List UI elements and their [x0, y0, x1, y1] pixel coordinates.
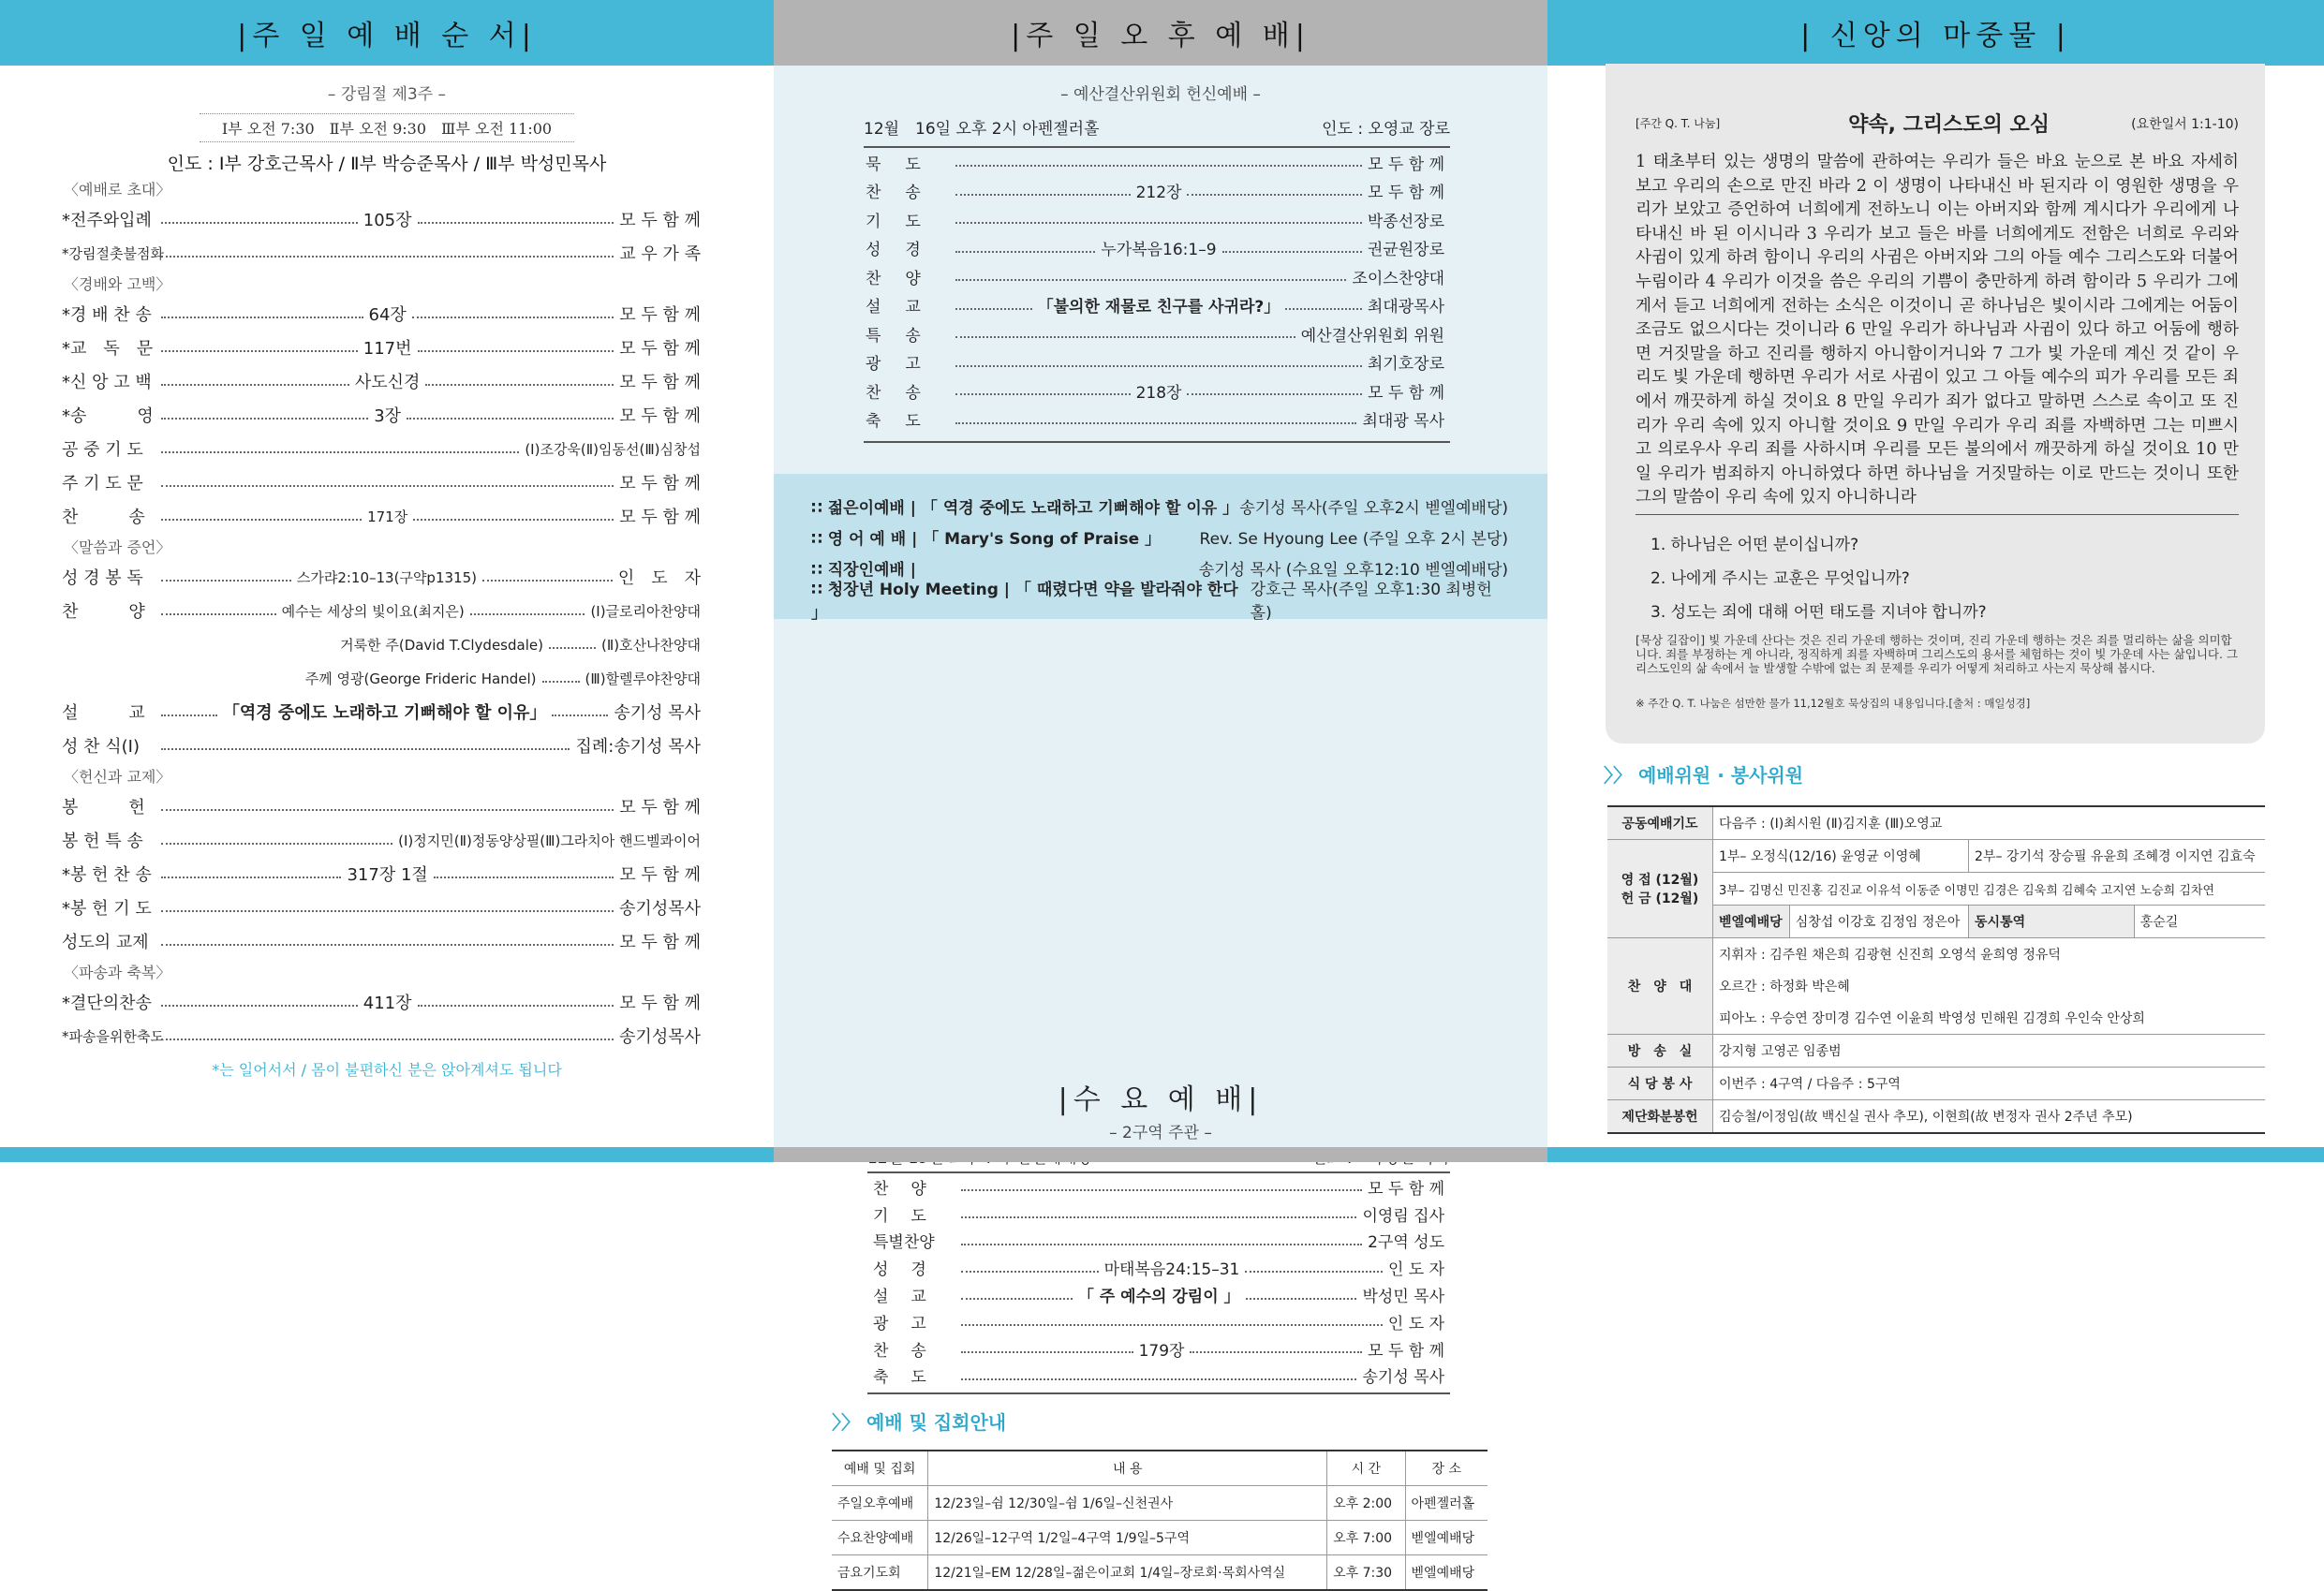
guide-column-header: 내 용 [928, 1451, 1327, 1486]
order-person: 송기성목사 [619, 899, 701, 919]
question-item: 1. 하나님은 어떤 분이십니까? [1650, 535, 1859, 554]
order-detail: 예수는 세상의 빛이요(최지은) [281, 602, 465, 620]
vol-cell: 다음주 : (Ⅰ)최시원 (Ⅱ)김지훈 (Ⅲ)오영교 [1713, 806, 2266, 840]
service-info-row [811, 580, 1508, 623]
order-row [62, 432, 701, 465]
order-person: 모 두 함 께 [619, 508, 701, 527]
order-row [873, 1363, 1444, 1390]
guide-cell: 벧엘예배당 [1405, 1555, 1488, 1591]
faith-title: | 신앙의 마중물 | [1547, 0, 2324, 66]
order-label: 찬송 [866, 184, 945, 203]
order-label: 찬 송 [62, 508, 145, 527]
vol-cell: 1부– 오정식(12/16) 윤영균 이영혜 [1713, 840, 1969, 873]
order-detail: 「 주 예수의 강림이 」 [1077, 1288, 1240, 1307]
other-services-band [774, 474, 1547, 623]
order-row [873, 1228, 1444, 1255]
vol-cell: 3부– 김명신 민진홍 김진교 이유석 이동준 이명민 김경은 김욱희 김혜숙 고지연 노승희 김차연 [1713, 873, 2266, 906]
service-detail: 강호근 목사(주일 오후1:30 최병헌홀) [1250, 580, 1492, 623]
order-row [62, 891, 701, 924]
vol-cell: 오르간 : 하정화 박은혜 [1713, 970, 2266, 1002]
vol-header: 식 당 봉 사 [1607, 1068, 1713, 1100]
order-row [62, 331, 701, 364]
service-name: ∷ 청장년 Holy Meeting | 「 때렸다면 약을 발라줘야 한다 」 [811, 580, 1238, 623]
order-person: 예산결산위원회 위원 [1300, 326, 1444, 346]
footer-bar [1547, 1147, 2324, 1162]
order-row [62, 499, 701, 533]
order-person: 모 두 함 께 [619, 474, 701, 494]
order-row [866, 177, 1444, 206]
order-row [62, 857, 701, 891]
order-label: 성경 [866, 241, 945, 260]
order-row [873, 1173, 1444, 1201]
order-person: 모 두 함 께 [1368, 155, 1444, 174]
order-person: 모 두 함 께 [619, 994, 701, 1013]
order-label: 특별찬양 [873, 1233, 935, 1253]
order-person: 모 두 함 께 [619, 305, 702, 325]
order-row [866, 148, 1444, 177]
order-person: 모 두 함 께 [619, 798, 701, 818]
order-detail: 171장 [367, 508, 408, 525]
guide-cell: 오후 2:00 [1327, 1486, 1405, 1521]
order-label: 성 경 봉 독 [62, 568, 143, 588]
order-person: 최기호장로 [1367, 355, 1444, 375]
order-person: 조이스찬양대 [1352, 269, 1444, 288]
order-row [62, 661, 701, 695]
order-person: (Ⅰ)글로리아찬양대 [590, 602, 701, 620]
qt-reference: (요한일서 1:1-10) [2131, 116, 2239, 132]
order-person: 인 도 자 [1387, 1260, 1445, 1280]
afternoon-service-column [774, 0, 1547, 1582]
order-person: (Ⅱ)호산나찬양대 [600, 636, 701, 654]
order-label: 주 기 도 문 [62, 474, 143, 494]
wednesday-title: |수 요 예 배| [1058, 1083, 1264, 1116]
standing-note: *는 일어서서 / 몸이 불편하신 분은 앉아계셔도 됩니다 [212, 1061, 562, 1079]
order-row [62, 364, 701, 398]
order-person: 모 두 함 께 [619, 211, 701, 230]
vol-cell: 지휘자 : 김주원 채은희 김광현 신진희 오영석 윤희영 정유덕 [1713, 938, 2266, 971]
section-heading: 〈파송과 축복〉 [64, 964, 171, 981]
order-detail: 105장 [363, 211, 412, 230]
order-detail: 179장 [1138, 1341, 1185, 1361]
order-row [62, 202, 701, 236]
order-detail: 「불의한 재물로 친구를 사귀라?」 [1037, 298, 1280, 317]
order-person: (Ⅰ)조강욱(Ⅱ)임동선(Ⅲ)심창섭 [525, 440, 701, 458]
order-row [62, 729, 701, 762]
section-heading: 〈헌신과 교제〉 [64, 768, 171, 786]
order-label: *전주와입례 [62, 211, 152, 230]
order-label: 성경 [873, 1260, 949, 1280]
volunteer-table [1607, 805, 2265, 1134]
vol-subheader: 동시통역 [1969, 906, 2135, 938]
question-list [1650, 528, 2265, 629]
order-detail: 스가랴2:10–13(구약p1315) [296, 568, 477, 586]
vol-cell: 김승철/이정임(故 백신실 권사 추모), 이현희(故 변정자 권사 2주년 추모) [1713, 1100, 2266, 1134]
vol-header: 찬 양 대 [1607, 938, 1713, 1035]
guide-column-header: 예배 및 집회 [832, 1451, 928, 1486]
question-item: 2. 나에게 주시는 교훈은 무엇입니까? [1650, 568, 1910, 588]
order-detail: 3장 [374, 406, 402, 426]
table-row [832, 1486, 1488, 1521]
order-row [62, 560, 701, 594]
vol-header: 공동예배기도 [1607, 806, 1713, 840]
order-label: 특송 [866, 326, 945, 346]
order-person: 박성민 목사 [1362, 1288, 1444, 1307]
vol-cell: 이번주 : 4구역 / 다음주 : 5구역 [1713, 1068, 2266, 1100]
order-person: 모 두 함 께 [1368, 383, 1444, 403]
guide-cell: 12/21일–EM 12/28일–젊은이교회 1/4일–장로회·목회사역실 [928, 1555, 1327, 1591]
order-label: 찬양 [866, 269, 945, 288]
order-label: 봉 헌 [62, 798, 145, 818]
scripture-text: 1 태초부터 있는 생명의 말씀에 관하여는 우리가 들은 바요 눈으로 본 바요 자세히 보고 우리의 손으로 만진 바라 2 이 생명이 나타내신 바 된지라 이 영원한 생명을 우리가 보았고 증언하여 너희에게 전하노니 이는 아버지와 함께 계시다가 우리에게 나타내신 바 된 이시니라 3 우리가 보고 들은 바를 너희에게도 전함은 너희로 우리와 사귐이 있게 하려 함이니 우리의 사귐은 아버지와 그의 아들 예수 그리스도와 더불어 누림이라 4 우리가 이것을 씀은 우리의 기쁨이 충만하게 하려 함이라 5 우리가 그에게서 듣고 너희에게 전하는 소식은 이것이니 곧 하나님은 빛이시라 그에게는 어둠이 조금도 없으시다는 것이니라 6 만일 우리가 하나님과 사귐이 있다 하고 어둠에 행하면 거짓말을 하고 진리를 행하지 아니함이거니와 7 그가 빛 가운데 계신 것 같이 우리도 빛 가운데 행하면 우리가 서로 사귐이 있고 그 아들 예수의 피가 우리를 모든 죄에서 깨끗하게 하실 것이요 8 만일 우리가 죄가 없다고 말하면 스스로 속이고 또 진리가 우리 속에 있지 아니할 것이요 9 만일 우리가 우리 죄를 자백하면 그는 미쁘시고 의로우사 우리 죄를 사하시며 우리를 모든 불의에서 깨끗하게 하실 것이요 10 만일 우리가 범죄하지 아니하였다 하면 하나님을 거짓말하는 이로 만드는 것이니 또한 그의 말씀이 우리 속에 있지 아니하니라 [1636, 151, 2239, 515]
vol-cell: 홍순길 [2134, 906, 2265, 938]
order-person: 집례:송기성 목사 [575, 737, 701, 757]
guide-column-header: 장 소 [1405, 1451, 1488, 1486]
order-label: *교 독 문 [62, 339, 154, 359]
order-label: 찬송 [866, 383, 945, 403]
section-heading: 〈경배와 고백〉 [64, 275, 171, 293]
order-label: 공 중 기 도 [62, 440, 143, 460]
guide-cell: 주일오후예배 [832, 1486, 928, 1521]
order-row [866, 262, 1444, 291]
vol-subheader: 벧엘예배당 [1713, 906, 1790, 938]
order-label: 묵도 [866, 155, 945, 174]
sunday-order-title: |주 일 예 배 순 서| [0, 0, 774, 66]
afternoon-order-list [774, 148, 1547, 434]
order-label: 기도 [873, 1206, 949, 1226]
service-leaders: 인도 : Ⅰ부 강호근목사 / Ⅱ부 박승준목사 / Ⅲ부 박성민목사 [167, 154, 607, 174]
order-person: 송기성 목사 [614, 703, 701, 723]
order-label: 찬 양 [62, 602, 145, 622]
order-person: 이영림 집사 [1362, 1206, 1444, 1226]
order-row [62, 236, 701, 270]
qt-title: 약속, 그리스도의 오심 [1848, 113, 2050, 137]
guide-cell: 12/23일–쉼 12/30일–쉼 1/6일–신천권사 [928, 1486, 1327, 1521]
afternoon-subtitle: – 예산결산위원회 헌신예배 – [1060, 85, 1261, 104]
wednesday-subtitle: – 2구역 주관 – [1109, 1124, 1212, 1142]
order-label: *신 앙 고 백 [62, 373, 152, 392]
order-row [62, 789, 701, 823]
order-row [866, 376, 1444, 405]
order-row [62, 924, 701, 958]
order-label: 성 찬 식(Ⅰ) [62, 737, 140, 757]
order-person: 송기성목사 [619, 1027, 701, 1047]
vol-header: 방 송 실 [1607, 1035, 1713, 1068]
order-label: 설교 [873, 1288, 949, 1307]
order-label: 축도 [873, 1368, 949, 1388]
service-name: ∷ 직장인예배 | [811, 561, 916, 580]
guide-heading: 〉〉 예배 및 집회안내 [832, 1411, 1007, 1435]
qt-source: ※ 주간 Q. T. 나눔은 섬만한 물가 11,12월호 묵상집의 내용입니다.[출처 : 매일성경] [1636, 696, 2031, 710]
order-detail: 64장 [368, 305, 407, 325]
order-person: 최대광목사 [1367, 298, 1444, 317]
order-label: 찬송 [873, 1341, 949, 1361]
order-detail: 117번 [363, 339, 412, 359]
table-row [832, 1521, 1488, 1555]
footer-bar [774, 1147, 1547, 1162]
guide-cell: 아펜젤러홀 [1405, 1486, 1488, 1521]
order-label: 봉 헌 특 송 [62, 832, 143, 851]
afternoon-datetime: 12월 16일 오후 2시 아펜젤러홀 [864, 120, 1100, 139]
guide-cell: 수요찬양예배 [832, 1521, 928, 1555]
order-row [873, 1308, 1444, 1335]
order-person: 최대광 목사 [1362, 412, 1444, 432]
order-detail: 317장 1절 [347, 865, 428, 885]
order-label: *결단의찬송 [62, 994, 152, 1013]
order-row [873, 1254, 1444, 1281]
week-subtitle: – 강림절 제3주 – [327, 85, 447, 104]
order-person: 교 우 가 족 [619, 244, 701, 264]
order-label: 광고 [873, 1314, 949, 1333]
order-row [62, 823, 701, 857]
order-label: *봉 헌 찬 송 [62, 865, 152, 885]
order-row [866, 348, 1444, 377]
order-person: 모 두 함 께 [1368, 1179, 1444, 1199]
vol-header: 영 접 (12월) 헌 금 (12월) [1607, 840, 1713, 938]
order-person: 모 두 함 께 [1368, 1341, 1444, 1361]
sunday-order-column [0, 0, 774, 1162]
order-detail: 218장 [1135, 383, 1182, 403]
section-heading: 〈예배로 초대〉 [64, 181, 171, 199]
order-label: 찬양 [873, 1179, 949, 1199]
order-person: 인 도 자 [1387, 1314, 1444, 1333]
vol-cell: 2부– 강기석 장승필 유윤희 조혜경 이지연 김효숙 [1969, 840, 2265, 873]
table-row [832, 1555, 1488, 1591]
guide-cell: 오후 7:30 [1327, 1555, 1405, 1591]
service-times: Ⅰ부 오전 7:30 Ⅱ부 오전 9:30 Ⅲ부 오전 11:00 [200, 113, 574, 142]
order-row [62, 985, 701, 1019]
order-row [873, 1335, 1444, 1363]
order-label: *파송을위한축도 [62, 1027, 164, 1045]
order-person: 모 두 함 께 [619, 933, 701, 952]
order-detail: 누가복음16:1–9 [1101, 241, 1217, 260]
guide-cell: 금요기도회 [832, 1555, 928, 1591]
order-label: *경 배 찬 송 [62, 305, 152, 325]
order-row [62, 398, 701, 432]
service-detail: Rev. Se Hyoung Lee (주일 오후 2시 본당) [1199, 530, 1508, 549]
order-detail: 주께 영광(George Frideric Handel) [304, 670, 537, 687]
service-info-row [811, 522, 1508, 552]
order-row [62, 627, 701, 661]
order-detail: 마태복음24:15–31 [1103, 1260, 1240, 1280]
vol-cell: 강지형 고영곤 임종범 [1713, 1035, 2266, 1068]
order-row [62, 465, 701, 499]
order-row [62, 594, 701, 627]
order-label: 축도 [866, 412, 945, 432]
order-person: 모 두 함 께 [619, 406, 701, 426]
order-person: 모 두 함 께 [619, 865, 701, 885]
volunteer-heading: 〉〉 예배위원 · 봉사위원 [1604, 764, 1804, 787]
vol-header: 제단화분봉헌 [1607, 1100, 1713, 1134]
qt-box [1606, 64, 2265, 744]
order-row [62, 695, 701, 729]
order-row [873, 1281, 1444, 1308]
order-person: 권균원장로 [1367, 241, 1444, 260]
service-info-row [811, 491, 1508, 522]
order-row [62, 297, 701, 331]
order-label: 설 교 [62, 703, 145, 723]
order-person: 모 두 함 께 [1368, 184, 1444, 203]
order-person: 2구역 성도 [1368, 1233, 1444, 1253]
afternoon-info [864, 115, 1450, 148]
order-person: 모 두 함 께 [619, 339, 701, 359]
order-person: 인 도 자 [617, 568, 702, 588]
service-name: ∷ 영 어 예 배 | 「 Mary's Song of Praise 」 [811, 530, 1162, 549]
guide-cell: 오후 7:00 [1327, 1521, 1405, 1555]
order-person: (Ⅲ)할렐루야찬양대 [585, 670, 701, 687]
faith-column [1547, 0, 2324, 1162]
guide-table [832, 1450, 1488, 1591]
afternoon-leader: 인도 : 오영교 장로 [1322, 120, 1450, 139]
order-label: 기도 [866, 212, 945, 231]
guide-column-header: 시 간 [1327, 1451, 1405, 1486]
order-person: 송기성 목사 [1362, 1368, 1444, 1388]
order-row [866, 234, 1444, 263]
order-detail: 212장 [1135, 184, 1182, 203]
qt-label: [주간 Q. T. 나눔] [1636, 117, 1721, 130]
order-label: 광고 [866, 355, 945, 375]
order-detail: 거룩한 주(David T.Clydesdale) [340, 636, 543, 654]
section-heading: 〈말씀과 증언〉 [64, 538, 171, 556]
order-row [866, 319, 1444, 348]
guide-cell: 12/26일–12구역 1/2일–4구역 1/9일–5구역 [928, 1521, 1327, 1555]
order-label: *강림절촛불점화 [62, 244, 164, 262]
order-detail: 411장 [363, 994, 412, 1013]
question-item: 3. 성도는 죄에 대해 어떤 태도를 지녀야 합니까? [1650, 602, 1987, 622]
order-person: (Ⅰ)정지민(Ⅱ)정동양상필(Ⅲ)그라치아 핸드벨콰이어 [398, 832, 701, 849]
order-row [62, 1019, 701, 1053]
order-label: 설교 [866, 298, 945, 317]
guide-cell: 벧엘예배당 [1405, 1521, 1488, 1555]
service-detail: 송기성 목사 (수요일 오후12:10 벧엘예배당) [1198, 561, 1508, 580]
order-row [866, 405, 1444, 435]
order-label: *송 영 [62, 406, 154, 426]
vol-cell: 피아노 : 우승연 장미경 김수연 이윤희 박영성 민해원 김경희 우인숙 안상희 [1713, 1002, 2266, 1035]
order-person: 박종선장로 [1367, 212, 1444, 231]
sermon-title: 「역경 중에도 노래하고 기뻐해야 할 이유」 [222, 703, 547, 723]
order-row [866, 291, 1444, 320]
order-row [873, 1201, 1444, 1228]
meditation-guide: [묵상 길잡이] 빛 가운데 산다는 것은 진리 가운데 행하는 것이며, 진리 가운데 행하는 것은 죄를 멀리하는 삶을 의미합니다. 죄를 부정하는 게 아니라, 정직하게 죄를 자백하며 그리스도의 용서를 체험하는 것이 빛 가운데 사는 삶입니다. 그리스도인의 삶 속에서 늘 발생할 수밖에 없는 죄 문제를 우리가 어떻게 처리하고 사는지 묵상해 봅시다. [1636, 632, 2239, 675]
service-detail: 송기성 목사(주일 오후2시 벧엘예배당) [1239, 499, 1508, 518]
afternoon-title: |주 일 오 후 예 배| [774, 0, 1547, 66]
footer-bar [0, 1147, 774, 1162]
order-label: *봉 헌 기 도 [62, 899, 152, 919]
order-row [866, 205, 1444, 234]
service-name: ∷ 젊은이예배 | 「 역경 중에도 노래하고 기뻐해야 할 이유 」 [811, 499, 1239, 518]
wednesday-order-list [774, 1173, 1547, 1389]
order-person: 모 두 함 께 [619, 373, 701, 392]
vol-cell: 심창섭 이강호 김정임 정은아 [1789, 906, 1968, 938]
order-detail: 사도신경 [354, 373, 421, 392]
order-label: 성도의 교제 [62, 933, 149, 952]
